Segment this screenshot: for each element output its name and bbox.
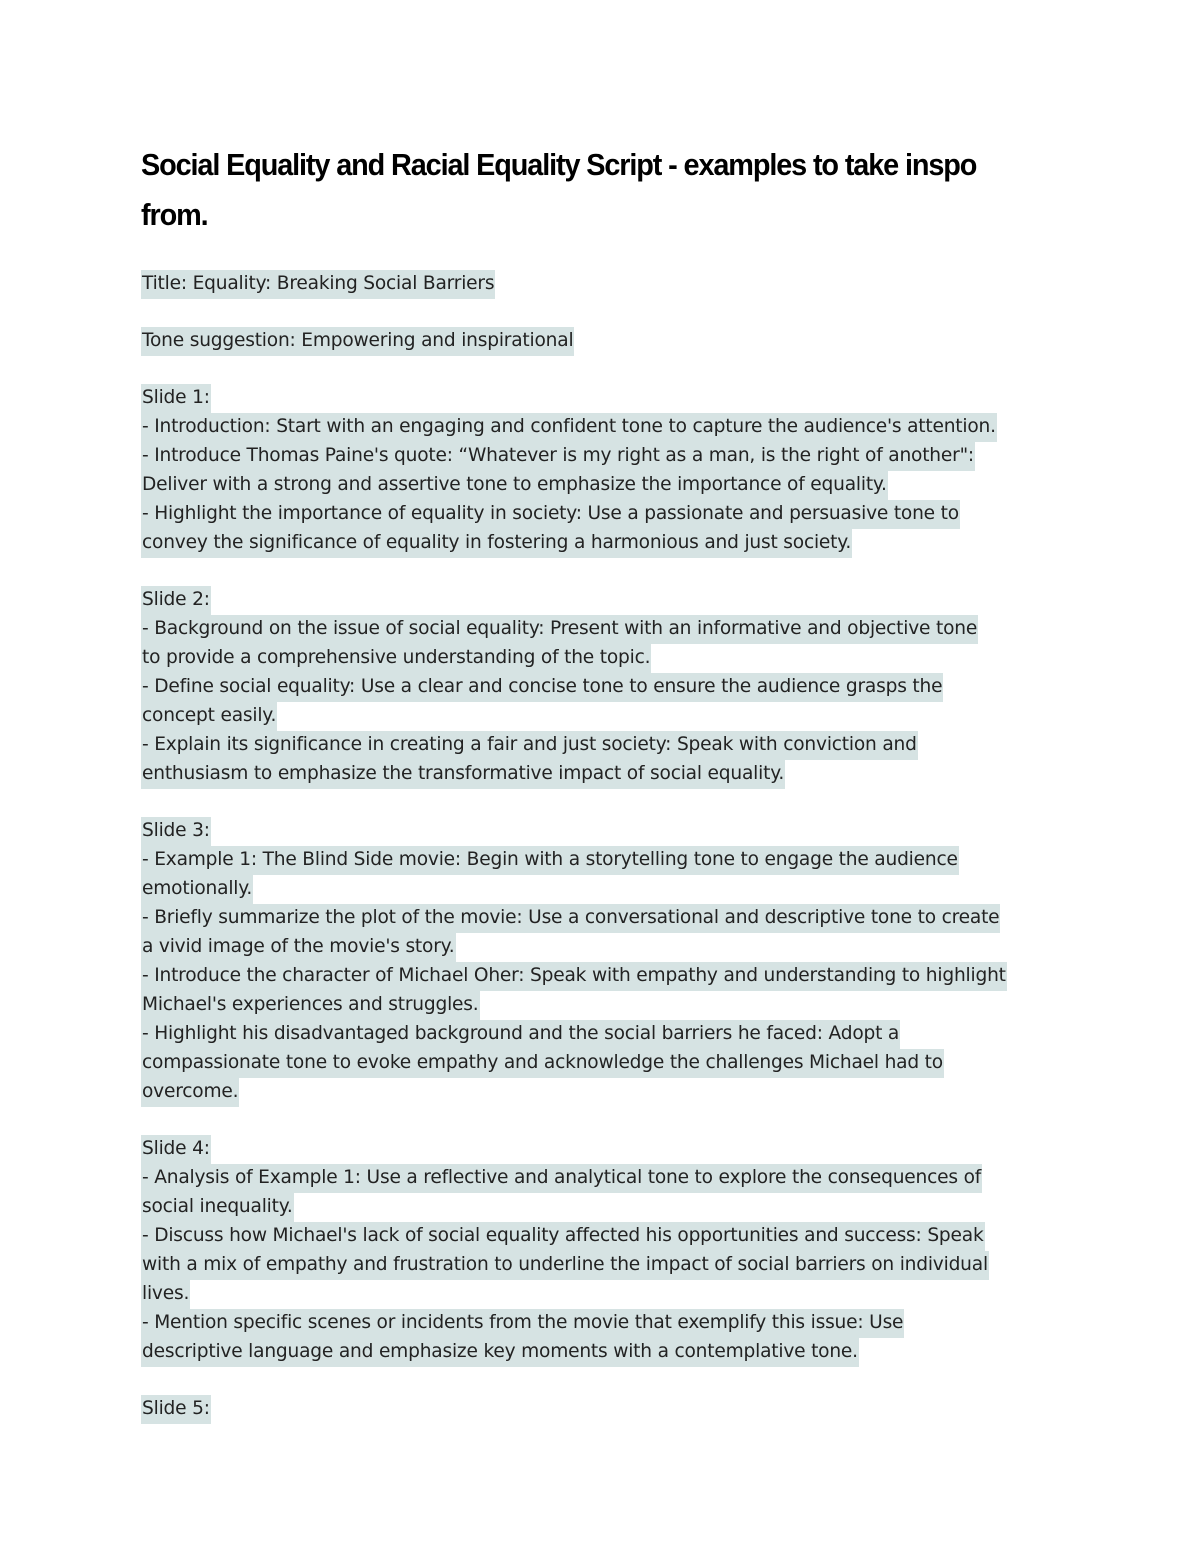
text-line (141, 672, 1071, 701)
highlighted-text: Slide 4: (141, 1135, 211, 1164)
text-line (141, 585, 1071, 614)
text-line (141, 269, 1071, 298)
text-line (141, 1337, 1071, 1366)
text-line (141, 412, 1071, 441)
blank-line (141, 298, 1071, 326)
text-line (141, 730, 1071, 759)
text-line (141, 1308, 1071, 1337)
highlighted-text: - Background on the issue of social equality: Present with an informative and objective tone (141, 615, 978, 644)
highlighted-text: - Explain its significance in creating a fair and just society: Speak with conviction and (141, 731, 918, 760)
text-line (141, 470, 1071, 499)
highlighted-text: Deliver with a strong and assertive tone to emphasize the importance of equality. (141, 471, 888, 500)
highlighted-text: - Briefly summarize the plot of the movie: Use a conversational and descriptive tone to create (141, 904, 1000, 933)
highlighted-text: Slide 2: (141, 586, 211, 615)
document-heading-line-2: from. (141, 197, 208, 232)
highlighted-text: - Highlight the importance of equality in society: Use a passionate and persuasive tone to (141, 500, 960, 529)
text-line (141, 1394, 1071, 1423)
highlighted-text: Tone suggestion: Empowering and inspirational (141, 327, 574, 356)
blank-line (141, 1366, 1071, 1394)
document-heading-line-1: Social Equality and Racial Equality Script - examples to take inspo (141, 147, 977, 182)
highlighted-text: lives. (141, 1280, 190, 1309)
text-line (141, 326, 1071, 355)
text-line (141, 383, 1071, 412)
highlighted-text: with a mix of empathy and frustration to underline the impact of social barriers on individual (141, 1251, 989, 1280)
text-line (141, 1134, 1071, 1163)
highlighted-text: Slide 3: (141, 817, 211, 846)
highlighted-text: - Introduction: Start with an engaging and confident tone to capture the audience's attention. (141, 413, 997, 442)
text-line (141, 499, 1071, 528)
highlighted-text: Title: Equality: Breaking Social Barriers (141, 270, 495, 299)
highlighted-text: Slide 1: (141, 384, 211, 413)
highlighted-text: - Define social equality: Use a clear and concise tone to ensure the audience grasps the (141, 673, 943, 702)
blank-line (141, 355, 1071, 383)
blank-line (141, 788, 1071, 816)
text-line (141, 441, 1071, 470)
highlighted-text: - Example 1: The Blind Side movie: Begin with a storytelling tone to engage the audience (141, 846, 959, 875)
highlighted-text: emotionally. (141, 875, 253, 904)
text-line (141, 1019, 1071, 1048)
highlighted-text: to provide a comprehensive understanding of the topic. (141, 644, 651, 673)
highlighted-text: - Mention specific scenes or incidents from the movie that exemplify this issue: Use (141, 1309, 904, 1338)
highlighted-text: Michael's experiences and struggles. (141, 991, 480, 1020)
text-line (141, 1048, 1071, 1077)
highlighted-text: - Introduce the character of Michael Oher: Speak with empathy and understanding to highlight (141, 962, 1007, 991)
highlighted-text: concept easily. (141, 702, 277, 731)
highlighted-text: enthusiasm to emphasize the transformative impact of social equality. (141, 760, 785, 789)
text-line (141, 643, 1071, 672)
highlighted-text: social inequality. (141, 1193, 294, 1222)
text-line (141, 874, 1071, 903)
document-heading (141, 140, 1071, 240)
text-line (141, 759, 1071, 788)
document-page (141, 140, 1071, 1423)
text-line (141, 845, 1071, 874)
highlighted-text: descriptive language and emphasize key moments with a contemplative tone. (141, 1338, 859, 1367)
highlighted-text: - Discuss how Michael's lack of social equality affected his opportunities and success: Speak (141, 1222, 985, 1251)
highlighted-text: - Analysis of Example 1: Use a reflective and analytical tone to explore the consequences of (141, 1164, 982, 1193)
highlighted-text: convey the significance of equality in fostering a harmonious and just society. (141, 529, 852, 558)
text-line (141, 1192, 1071, 1221)
highlighted-text: Slide 5: (141, 1395, 211, 1424)
text-line (141, 816, 1071, 845)
highlighted-text: overcome. (141, 1078, 239, 1107)
highlighted-text: - Introduce Thomas Paine's quote: “Whatever is my right as a man, is the right of another": (141, 442, 975, 471)
document-body (141, 269, 1071, 1423)
text-line (141, 903, 1071, 932)
text-line (141, 1163, 1071, 1192)
text-line (141, 1279, 1071, 1308)
highlighted-text: compassionate tone to evoke empathy and acknowledge the challenges Michael had to (141, 1049, 944, 1078)
text-line (141, 701, 1071, 730)
blank-line (141, 557, 1071, 585)
highlighted-text: a vivid image of the movie's story. (141, 933, 456, 962)
blank-line (141, 1106, 1071, 1134)
text-line (141, 614, 1071, 643)
text-line (141, 1077, 1071, 1106)
text-line (141, 1221, 1071, 1250)
text-line (141, 990, 1071, 1019)
text-line (141, 528, 1071, 557)
text-line (141, 932, 1071, 961)
highlighted-text: - Highlight his disadvantaged background and the social barriers he faced: Adopt a (141, 1020, 900, 1049)
text-line (141, 1250, 1071, 1279)
text-line (141, 961, 1071, 990)
